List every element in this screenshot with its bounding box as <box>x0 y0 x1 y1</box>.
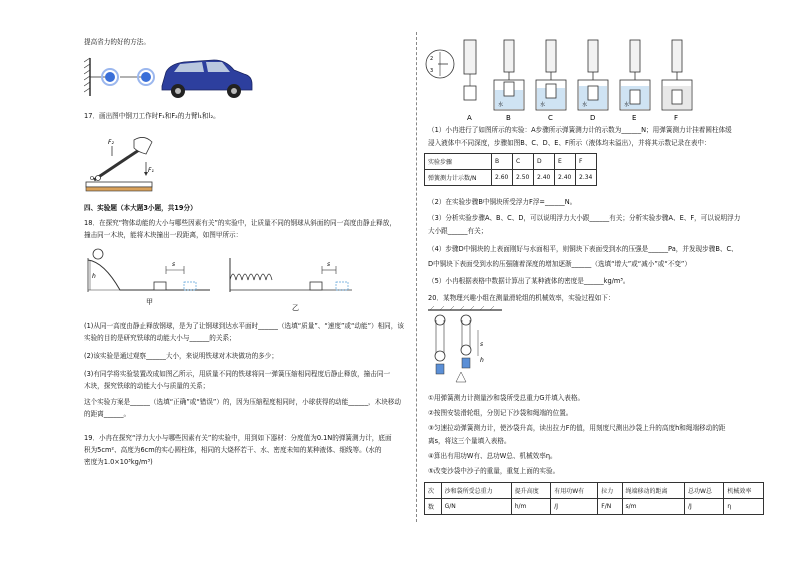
q18-3c: 这个实验方案是______（选填“正确”或“错误”）的，因为压缩程度相同时，小球获得的动能______，木块移动 <box>84 398 401 406</box>
step-labels <box>467 114 678 122</box>
step-1: ①用弹簧测力计测量沙和袋所受总重力G并填入表格。 <box>428 394 585 402</box>
water-label-e: 水 <box>624 102 630 108</box>
table-row: 弹簧测力计示数/N 2.60 2.50 2.40 2.40 2.34 <box>425 170 597 186</box>
sandbag-icon <box>436 364 444 374</box>
cutter-lever-figure <box>84 126 164 198</box>
q18-3d: 的距离______。 <box>84 410 131 418</box>
step-3a: ③匀速拉动弹簧测力计，使沙袋升高，读出拉力F的值，用刻度尺测出沙袋上升的高度h和绳端移动的距 <box>428 424 726 432</box>
table-spring-readings <box>424 153 597 186</box>
q19-1b: 浸入液体中不同深度，步骤如图B、C、D、E、F所示（液体均未溢出），并将其示数记录在表中： <box>428 139 711 147</box>
q19-line1: 19．小冉在探究“浮力大小与哪些因素有关”的实验中，用到如下器材：分度值为0.1N的弹簧测力计，底面 <box>84 434 392 442</box>
q18-line2: 撞击同一木块，能将木块撞出一段距离，如图甲所示： <box>84 231 243 239</box>
question-17: 17．画出图中钢刀工作时F₁和F₂的力臂l₁和l₂。 <box>84 112 220 120</box>
table-row: 次 沙和袋所受总重力 提升高度 有用功W有 拉力 绳端移动的距离 总功W总 机械效率 <box>425 483 764 499</box>
ramp-figure-jia <box>84 244 214 306</box>
svg-text:s: s <box>480 341 484 348</box>
q18-line1: 18．在探究“物体动能的大小与哪些因素有关”的实验中，让质量不同的钢球从斜面的同一高度由静止释放， <box>84 219 396 227</box>
svg-text:2: 2 <box>430 56 434 62</box>
f1-label: F₁ <box>148 167 154 174</box>
svg-text:3: 3 <box>430 68 434 74</box>
q18-2: (2)该实验是通过观察______大小，来说明铁球对木块做功的多少； <box>84 352 278 360</box>
step-4: ④算出有用功W有、总功W总、机械效率η。 <box>428 452 557 460</box>
label-e: E <box>632 114 637 122</box>
label-c: C <box>548 114 553 122</box>
label-d: D <box>590 114 596 122</box>
q19-3b: 大小跟______有关； <box>428 227 488 235</box>
car-magnet-figure <box>84 50 284 104</box>
step-3b: 离s，将这三个量填入表格。 <box>428 437 511 445</box>
q19-line2: 积为5cm²、高度为6cm的实心圆柱体，相同的大烧杯若干、水、密度未知的某种液体、细线等。(水的 <box>84 446 382 454</box>
q19-1a: （1）小冉进行了如图所示的实验：A步骤所示弹簧测力计的示数为______N；用弹簧测力计挂着圆柱体缓 <box>428 126 732 134</box>
q19-4a: （4）步骤D中铜块的上表面刚好与水面相平，则铜块下表面受到水的压强是______Pa，并发现步骤B、C、 <box>428 245 738 253</box>
water-label-c: 水 <box>540 102 546 108</box>
q19-4b: D中铜块下表面受到水的压强随着深度的增加逐渐______（选填“增大”或“减小”或“不变”） <box>428 260 691 268</box>
s-label-yi: s <box>327 261 331 268</box>
step-5: ⑤改变沙袋中沙子的重量，重复上面的实验。 <box>428 467 560 475</box>
q19-5: （5）小冉根据表格中数据计算出了某种液体的密度是______kg/m³。 <box>428 277 630 285</box>
h-label: h <box>92 273 96 280</box>
column-divider <box>416 32 417 522</box>
label-b: B <box>506 114 511 122</box>
water-label-b: 水 <box>498 102 504 108</box>
step-2: ②按图安装滑轮组，分别记下沙袋和绳端的位置。 <box>428 409 573 417</box>
table-row: 数 G/N h/m /J F/N s/m /J η <box>425 499 764 515</box>
s-label-jia: s <box>172 261 176 268</box>
q19-2: （2）在实验步骤B中铜块所受浮力F浮=______N。 <box>428 198 577 206</box>
q19-line3: 密度为1.0×10³kg/m³) <box>84 458 153 466</box>
buoyancy-figure <box>424 36 714 122</box>
q18-3a: (3)有同学将实验装置改成如图乙所示，用质量不同的铁球将同一弹簧压缩相同程度后静止释放，撞击同一 <box>84 370 391 378</box>
water-label-d: 水 <box>582 102 588 108</box>
q18-1a: (1)从同一高度由静止释放钢球，是为了让钢球到达水平面时______（选填“质量”、“速度”或“动能”）相同，该 <box>84 322 404 330</box>
q19-3: （3）分析实验步骤A、B、C、D，可以说明浮力大小跟______有关；分析实验步骤A、E、F，可以说明浮力 <box>428 214 741 222</box>
table-row: 实验步骤 B C D E F <box>425 154 597 170</box>
pulley-figure <box>426 306 506 390</box>
svg-text:h: h <box>480 357 484 364</box>
label-a: A <box>467 114 472 122</box>
fig-yi-label: 乙 <box>292 304 299 312</box>
label-f: F <box>674 114 679 122</box>
section-4-heading: 四、实验题（本大题3小题，共19分） <box>84 204 197 212</box>
q18-3b: 木块，探究铁球的动能大小与质量的关系； <box>84 382 210 390</box>
pivot-label: O <box>90 176 94 182</box>
sandbag-icon <box>462 358 470 368</box>
table-pulley-efficiency <box>424 482 764 515</box>
q18-1b: 实验的目的是研究铁球的动能大小与______的关系； <box>84 334 236 342</box>
car-icon <box>162 60 252 98</box>
intro-tail: 提高省力的好的方法。 <box>84 38 150 46</box>
q20: 20．某物理兴趣小组在测量滑轮组的机械效率，实验过程如下： <box>428 294 615 302</box>
spring-figure-yi <box>228 250 356 314</box>
f2-label: F₂ <box>108 139 114 146</box>
fig-jia-label: 甲 <box>146 298 153 306</box>
